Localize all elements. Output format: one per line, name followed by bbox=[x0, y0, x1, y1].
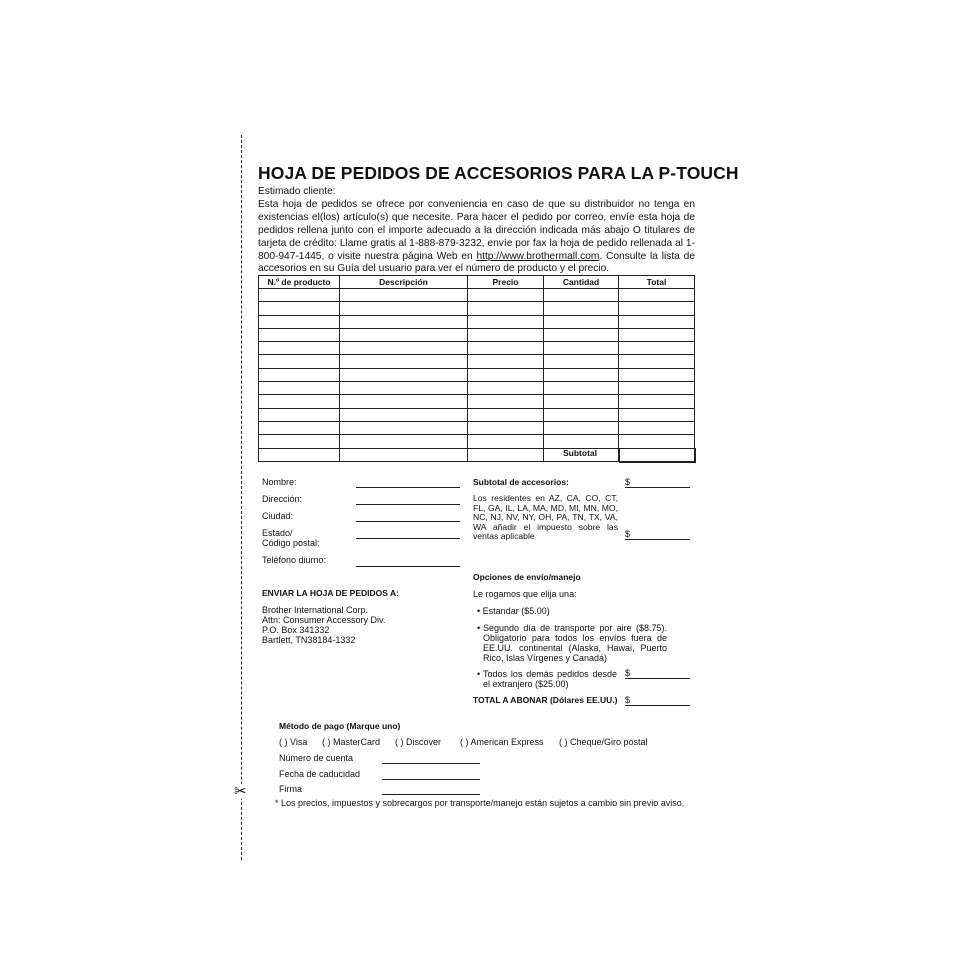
table-subtotal-field[interactable] bbox=[619, 448, 696, 463]
table-cell[interactable] bbox=[468, 382, 544, 395]
tax-note: Los residentes en AZ, CA, CO, CT, FL, GA, IL, LA, MA, MD, MI, MN, MO, NC, NJ, NV, NY, OH, PA, TN, TX, VA, WA añadir el impuesto sobre las ventas aplicable bbox=[473, 493, 618, 542]
cut-line bbox=[241, 135, 242, 860]
scissors-icon: ✂ bbox=[234, 783, 247, 800]
table-cell[interactable] bbox=[544, 395, 619, 408]
table-cell[interactable] bbox=[340, 408, 468, 421]
shipping-field[interactable] bbox=[625, 678, 690, 679]
address-line: Brother International Corp. bbox=[262, 605, 369, 615]
col-description: Descripción bbox=[340, 276, 468, 289]
table-cell[interactable] bbox=[619, 328, 695, 341]
table-cell[interactable] bbox=[340, 342, 468, 355]
accessories-subtotal-label: Subtotal de accesorios: bbox=[473, 477, 569, 487]
intro-text bbox=[258, 186, 695, 276]
tax-field[interactable] bbox=[625, 539, 690, 540]
currency-symbol: $ bbox=[625, 668, 631, 678]
table-row bbox=[259, 408, 695, 421]
table-row bbox=[259, 435, 695, 448]
address-field[interactable] bbox=[356, 504, 460, 505]
currency-symbol: $ bbox=[625, 477, 631, 487]
shipping-option-second-day[interactable]: Segundo día de transporte por aire ($8.75). Obligatorio para todos los envíos fuera de EE.UU. continental (Alaska, Hawai, Puerto Rico, Islas Vírgenes y Canadá) bbox=[483, 623, 667, 663]
table-cell[interactable] bbox=[259, 342, 340, 355]
table-cell[interactable] bbox=[619, 395, 695, 408]
currency-symbol: $ bbox=[625, 529, 631, 539]
table-cell[interactable] bbox=[544, 368, 619, 381]
brothermall-link[interactable]: http://www.brothermall.com bbox=[476, 250, 600, 262]
city-label: Ciudad: bbox=[262, 511, 294, 521]
table-cell[interactable] bbox=[619, 435, 695, 448]
city-field[interactable] bbox=[356, 521, 460, 522]
send-to-heading: ENVIAR LA HOJA DE PEDIDOS A: bbox=[262, 588, 399, 598]
table-cell[interactable] bbox=[619, 355, 695, 368]
address-line: Attn: Consumer Accessory Div. bbox=[262, 615, 386, 625]
table-cell[interactable] bbox=[619, 408, 695, 421]
table-cell[interactable] bbox=[259, 302, 340, 315]
table-row bbox=[259, 395, 695, 408]
table-cell[interactable] bbox=[340, 421, 468, 434]
phone-label: Teléfono diurno: bbox=[262, 555, 327, 565]
payment-method-amex[interactable]: ( ) American Express bbox=[460, 737, 544, 747]
shipping-heading: Opciones de envío/manejo bbox=[473, 572, 581, 582]
total-label: TOTAL A ABONAR (Dólares EE.UU.) bbox=[473, 695, 618, 705]
col-total: Total bbox=[619, 276, 695, 289]
zip-label: Código postal: bbox=[262, 538, 320, 548]
table-cell[interactable] bbox=[468, 395, 544, 408]
intro-body-end: . Consulte la lista de accesorios en su Guía del usuario para ver el número de producto y el precio. bbox=[258, 250, 695, 275]
shipping-prompt: Le rogamos que elija una: bbox=[473, 589, 577, 599]
currency-symbol: $ bbox=[625, 695, 631, 705]
table-cell[interactable] bbox=[259, 328, 340, 341]
table-cell[interactable] bbox=[544, 315, 619, 328]
table-cell[interactable] bbox=[468, 421, 544, 434]
table-cell[interactable] bbox=[619, 421, 695, 434]
bullet: • bbox=[477, 606, 481, 616]
footnote: * Los precios, impuestos y sobrecargos por transporte/manejo están sujetos a cambio sin previo aviso. bbox=[275, 798, 685, 808]
col-product-number: N.º de producto bbox=[259, 276, 340, 289]
order-table-header bbox=[259, 276, 695, 289]
address-line: Bartlett, TN38184-1332 bbox=[262, 635, 356, 645]
table-cell[interactable] bbox=[544, 302, 619, 315]
payment-heading: Método de pago (Marque uno) bbox=[279, 721, 401, 731]
intro-body-start: Esta hoja de pedidos se ofrece por conveniencia en caso de que su distribuidor no tenga en existencias el(los) artículo(s) que necesite. Para hacer el pedido por correo, envíe esta hoja de pedidos rellena junto con el importe adecuado a la dirección indicada más abajo O titulares de tarjeta de crédito: Llame gratis al 1-888-879-3232, envíe por fax la hoja de pedido rellenada al 1-800-947-1445, o visite nuestra página Web en bbox=[258, 198, 695, 262]
table-cell[interactable] bbox=[340, 435, 468, 448]
bullet: • bbox=[477, 623, 481, 633]
phone-field[interactable] bbox=[356, 566, 460, 567]
table-cell[interactable] bbox=[619, 382, 695, 395]
expiry-field[interactable] bbox=[382, 779, 480, 780]
table-row bbox=[259, 421, 695, 434]
table-cell[interactable] bbox=[619, 315, 695, 328]
account-field[interactable] bbox=[382, 763, 480, 764]
state-label: Estado/ bbox=[262, 528, 293, 538]
table-cell[interactable] bbox=[340, 315, 468, 328]
table-cell[interactable] bbox=[340, 355, 468, 368]
table-row bbox=[259, 382, 695, 395]
table-cell[interactable] bbox=[544, 328, 619, 341]
total-field[interactable] bbox=[625, 705, 690, 706]
table-cell[interactable] bbox=[340, 328, 468, 341]
order-table bbox=[258, 275, 695, 462]
table-cell[interactable] bbox=[468, 289, 544, 302]
table-cell[interactable] bbox=[619, 342, 695, 355]
shipping-option-foreign[interactable]: Todos los demás pedidos desde el extranjero ($25.00) bbox=[483, 669, 617, 689]
expiry-label: Fecha de caducidad bbox=[279, 769, 361, 779]
table-cell[interactable] bbox=[468, 342, 544, 355]
table-row bbox=[259, 342, 695, 355]
table-row bbox=[259, 289, 695, 302]
address-label: Dirección: bbox=[262, 494, 303, 504]
table-cell[interactable] bbox=[468, 435, 544, 448]
intro-body bbox=[258, 199, 695, 276]
name-field[interactable] bbox=[356, 487, 460, 488]
send-to-address bbox=[262, 605, 385, 645]
table-cell[interactable] bbox=[619, 289, 695, 302]
table-cell[interactable] bbox=[544, 289, 619, 302]
table-row bbox=[259, 355, 695, 368]
table-cell[interactable] bbox=[259, 408, 340, 421]
col-price: Precio bbox=[468, 276, 544, 289]
table-cell[interactable] bbox=[259, 289, 340, 302]
shipping-option-standard[interactable] bbox=[477, 606, 550, 616]
address-line: P.O. Box 341332 bbox=[262, 625, 330, 635]
table-cell[interactable] bbox=[468, 355, 544, 368]
table-row bbox=[259, 302, 695, 315]
table-cell[interactable] bbox=[544, 342, 619, 355]
table-cell[interactable] bbox=[259, 421, 340, 434]
payment-method-mastercard[interactable]: ( ) MasterCard bbox=[322, 737, 381, 747]
table-cell[interactable] bbox=[468, 448, 544, 461]
table-cell[interactable] bbox=[544, 382, 619, 395]
greeting: Estimado cliente: bbox=[258, 186, 336, 197]
table-cell[interactable] bbox=[544, 408, 619, 421]
page-title: HOJA DE PEDIDOS DE ACCESORIOS PARA LA P-TOUCH bbox=[258, 163, 739, 183]
signature-label: Firma bbox=[279, 784, 302, 794]
table-cell[interactable] bbox=[259, 382, 340, 395]
table-subtotal-label: Subtotal bbox=[563, 448, 597, 458]
payment-method-visa[interactable]: ( ) Visa bbox=[279, 737, 308, 747]
name-label: Nombre: bbox=[262, 477, 297, 487]
table-cell[interactable] bbox=[340, 289, 468, 302]
table-cell[interactable] bbox=[544, 355, 619, 368]
table-cell[interactable] bbox=[340, 395, 468, 408]
table-cell[interactable] bbox=[259, 435, 340, 448]
bullet: • bbox=[477, 669, 481, 679]
table-cell[interactable] bbox=[340, 302, 468, 315]
table-cell[interactable] bbox=[340, 382, 468, 395]
table-row bbox=[259, 368, 695, 381]
table-cell[interactable] bbox=[468, 408, 544, 421]
state-zip-field[interactable] bbox=[356, 538, 460, 539]
option-standard-label: Estandar ($5.00) bbox=[482, 606, 550, 616]
table-cell[interactable] bbox=[259, 315, 340, 328]
table-cell[interactable] bbox=[340, 368, 468, 381]
signature-field[interactable] bbox=[382, 794, 480, 795]
table-cell[interactable] bbox=[619, 368, 695, 381]
table-row bbox=[259, 328, 695, 341]
table-cell[interactable] bbox=[259, 368, 340, 381]
table-cell[interactable] bbox=[340, 448, 468, 461]
payment-method-discover[interactable]: ( ) Discover bbox=[395, 737, 442, 747]
payment-method-cheque[interactable]: ( ) Cheque/Giro postal bbox=[559, 737, 648, 747]
account-label: Número de cuenta bbox=[279, 753, 354, 763]
col-quantity: Cantidad bbox=[544, 276, 619, 289]
table-cell[interactable] bbox=[468, 328, 544, 341]
table-cell[interactable] bbox=[468, 302, 544, 315]
table-cell[interactable] bbox=[259, 395, 340, 408]
table-cell[interactable] bbox=[544, 435, 619, 448]
table-cell[interactable] bbox=[259, 355, 340, 368]
table-row bbox=[259, 315, 695, 328]
table-cell[interactable] bbox=[259, 448, 340, 461]
accessories-subtotal-field[interactable] bbox=[625, 487, 690, 488]
table-cell[interactable] bbox=[544, 421, 619, 434]
table-cell[interactable] bbox=[619, 302, 695, 315]
table-cell[interactable] bbox=[468, 315, 544, 328]
table-cell[interactable] bbox=[468, 368, 544, 381]
